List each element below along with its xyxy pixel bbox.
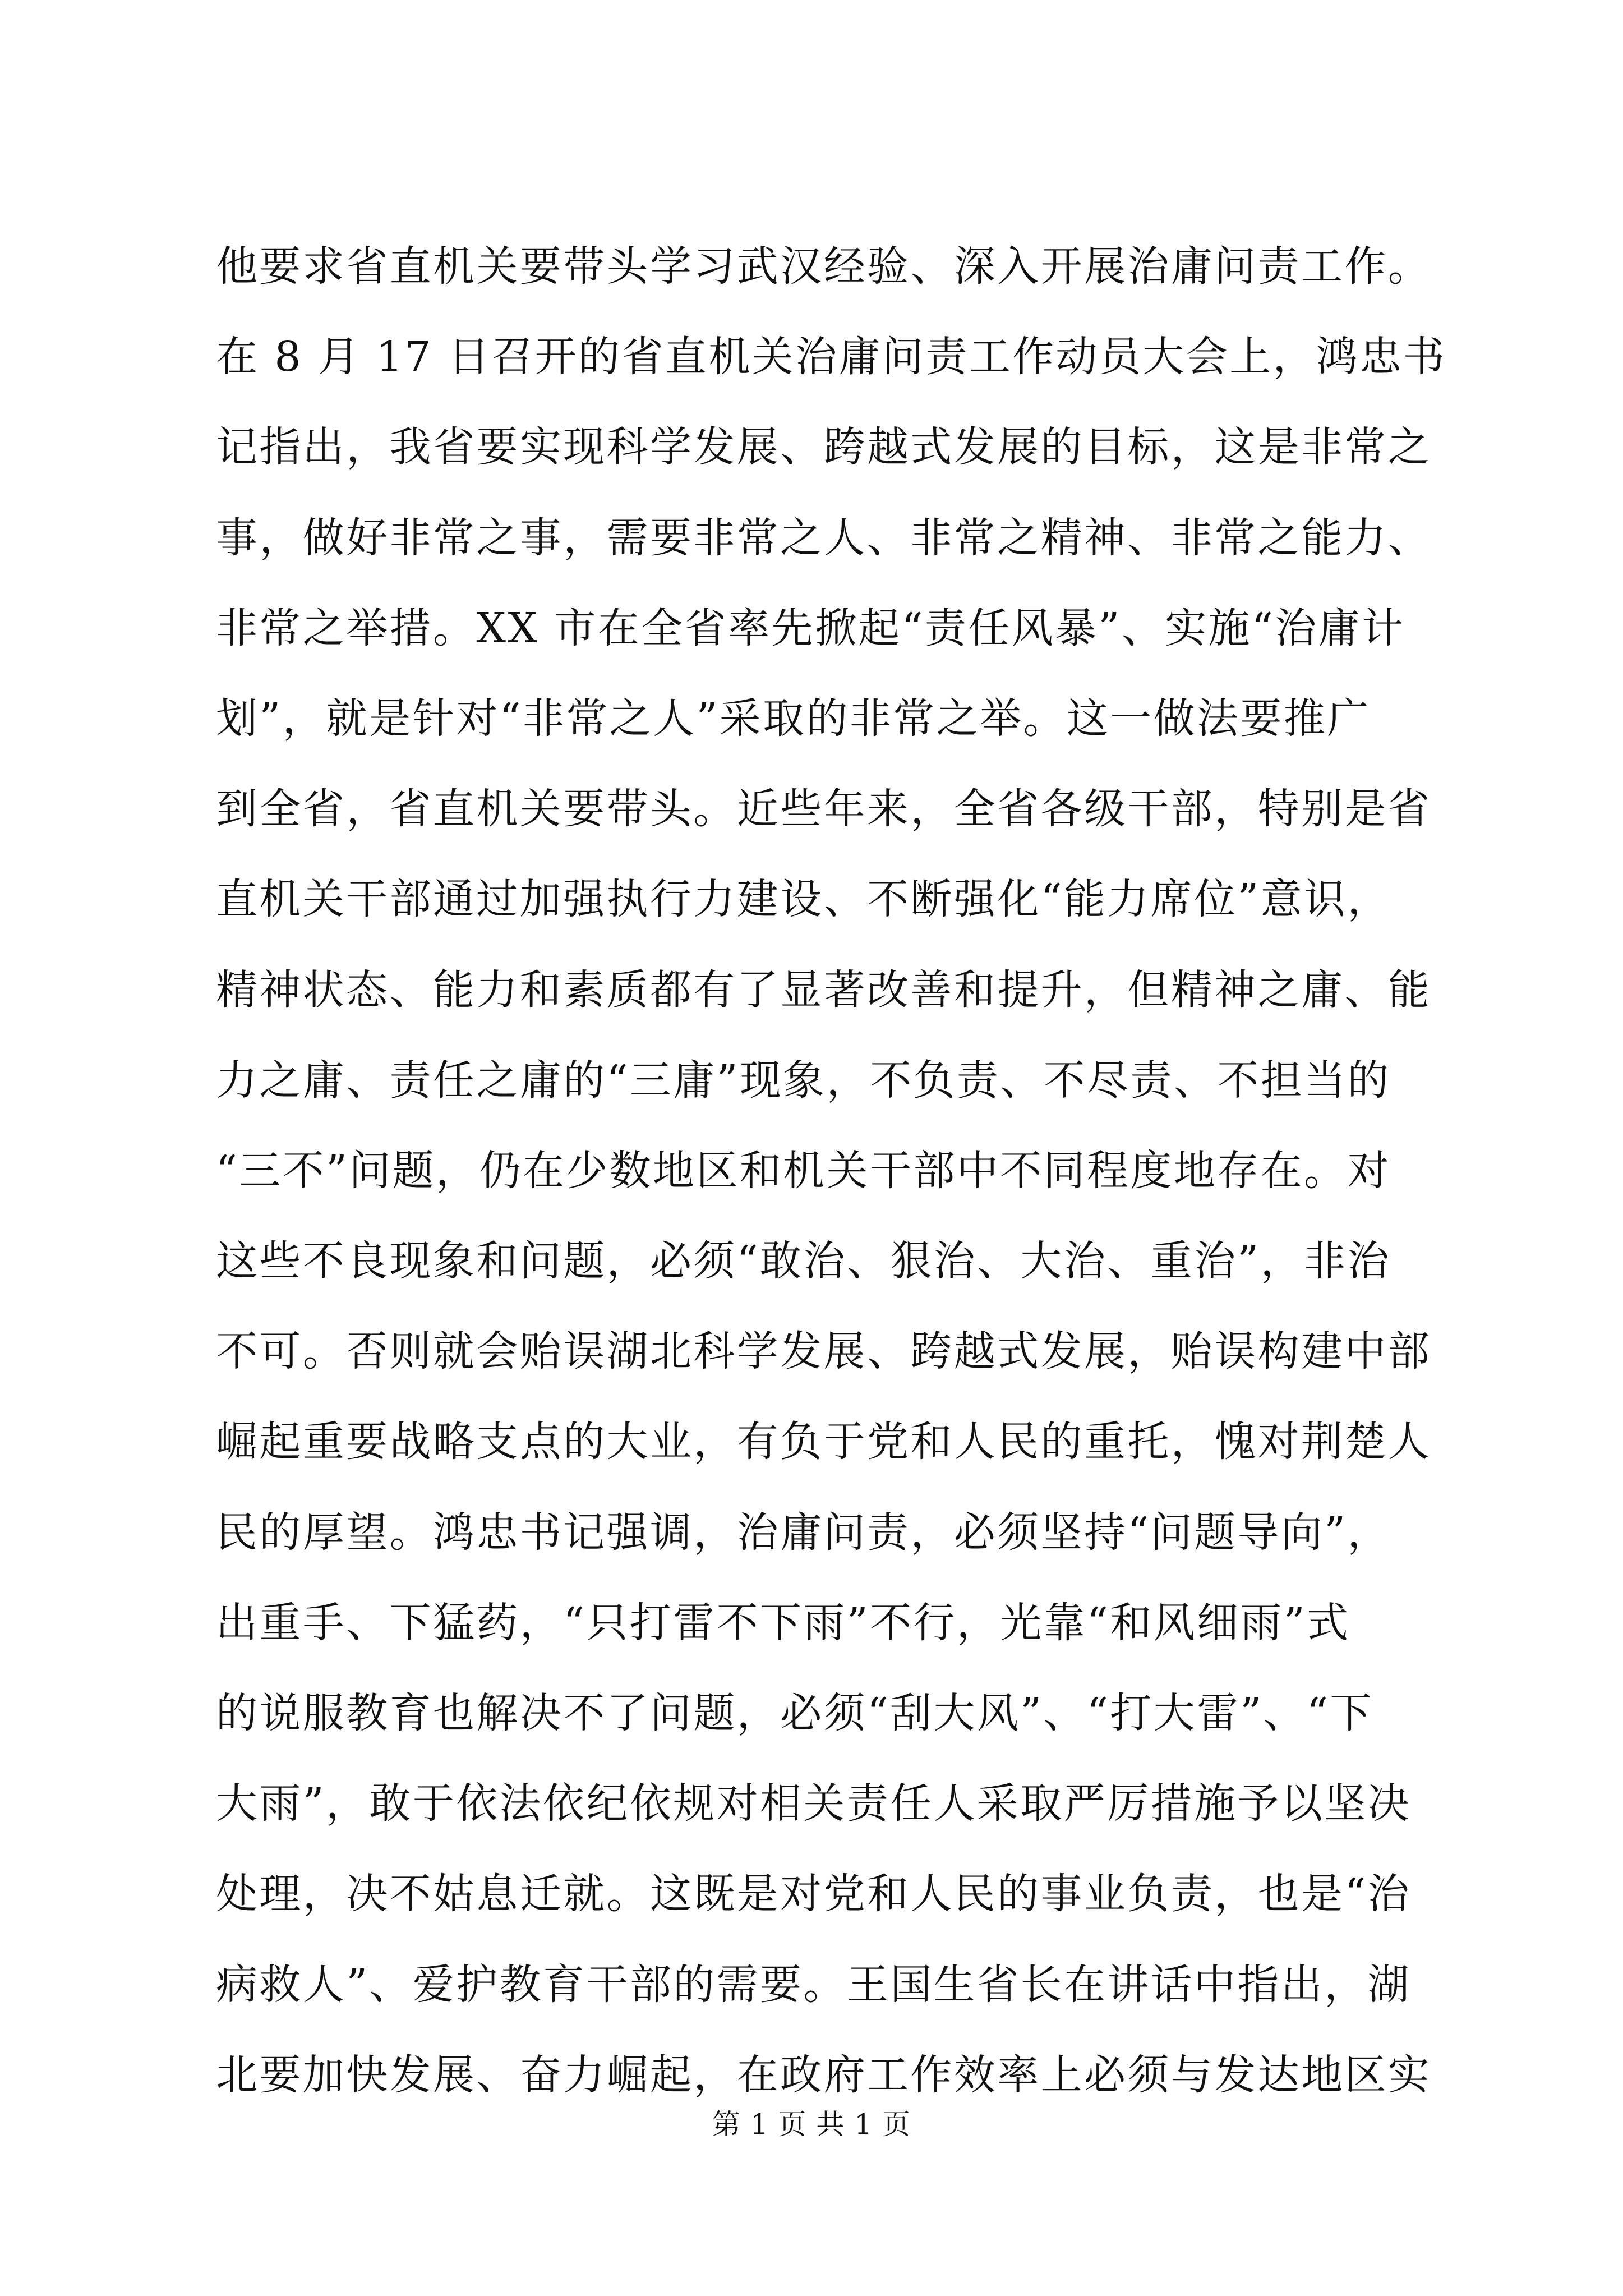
text-line: 划”，就是针对“非常之人”采取的非常之举。这一做法要推广 (216, 694, 1371, 743)
text-line: 力之庸、责任之庸的“三庸”现象，不负责、不尽责、不担当的 (216, 1056, 1391, 1105)
text-line: 他要求省直机关要带头学习武汉经验、深入开展治庸问责工作。 (216, 242, 1432, 291)
text-line: 崛起重要战略支点的大业，有负于党和人民的重托，愧对荆楚人 (216, 1418, 1432, 1466)
body-text (216, 222, 1447, 2120)
text-line: 的说服教育也解决不了问题，必须“刮大风”、“打大雷”、“下 (216, 1689, 1373, 1737)
text-line: 处理，决不姑息迁就。这既是对党和人民的事业负责，也是“治 (216, 1870, 1412, 1918)
text-line: 这些不良现象和问题，必须“敢治、狠治、大治、重治”，非治 (216, 1237, 1391, 1286)
text-line: 大雨”，敢于依法依纪依规对相关责任人采取严厉措施予以坚决 (216, 1779, 1412, 1828)
page-number-footer: 第 1 页 共 1 页 (712, 2108, 911, 2141)
text-line: 直机关干部通过加强执行力建设、不断强化“能力席位”意识， (216, 875, 1391, 924)
text-line: 精神状态、能力和素质都有了显著改善和提升，但精神之庸、能 (216, 965, 1432, 1014)
text-line: 北要加快发展、奋力崛起，在政府工作效率上必须与发达地区实 (216, 2050, 1432, 2099)
text-line: 不可。否则就会贻误湖北科学发展、跨越式发展，贻误构建中部 (216, 1327, 1432, 1376)
text-line: 出重手、下猛药，“只打雷不下雨”不行，光靠“和风细雨”式 (216, 1598, 1350, 1647)
text-line: 非常之举措。XX 市在全省率先掀起“责任风暴”、实施“治庸计 (216, 604, 1405, 652)
text-line: “三不”问题，仍在少数地区和机关干部中不同程度地存在。对 (216, 1146, 1391, 1195)
text-line: 民的厚望。鸿忠书记强调，治庸问责，必须坚持“问题导向”， (216, 1508, 1391, 1557)
text-line: 在 8 月 17 日召开的省直机关治庸问责工作动员大会上，鸿忠书 (216, 333, 1447, 381)
text-line: 到全省，省直机关要带头。近些年来，全省各级干部，特别是省 (216, 785, 1432, 834)
text-line: 事，做好非常之事，需要非常之人、非常之精神、非常之能力、 (216, 513, 1432, 562)
text-line: 记指出，我省要实现科学发展、跨越式发展的目标，这是非常之 (216, 423, 1432, 472)
text-line: 病救人”、爱护教育干部的需要。王国生省长在讲话中指出，湖 (216, 1960, 1412, 2009)
